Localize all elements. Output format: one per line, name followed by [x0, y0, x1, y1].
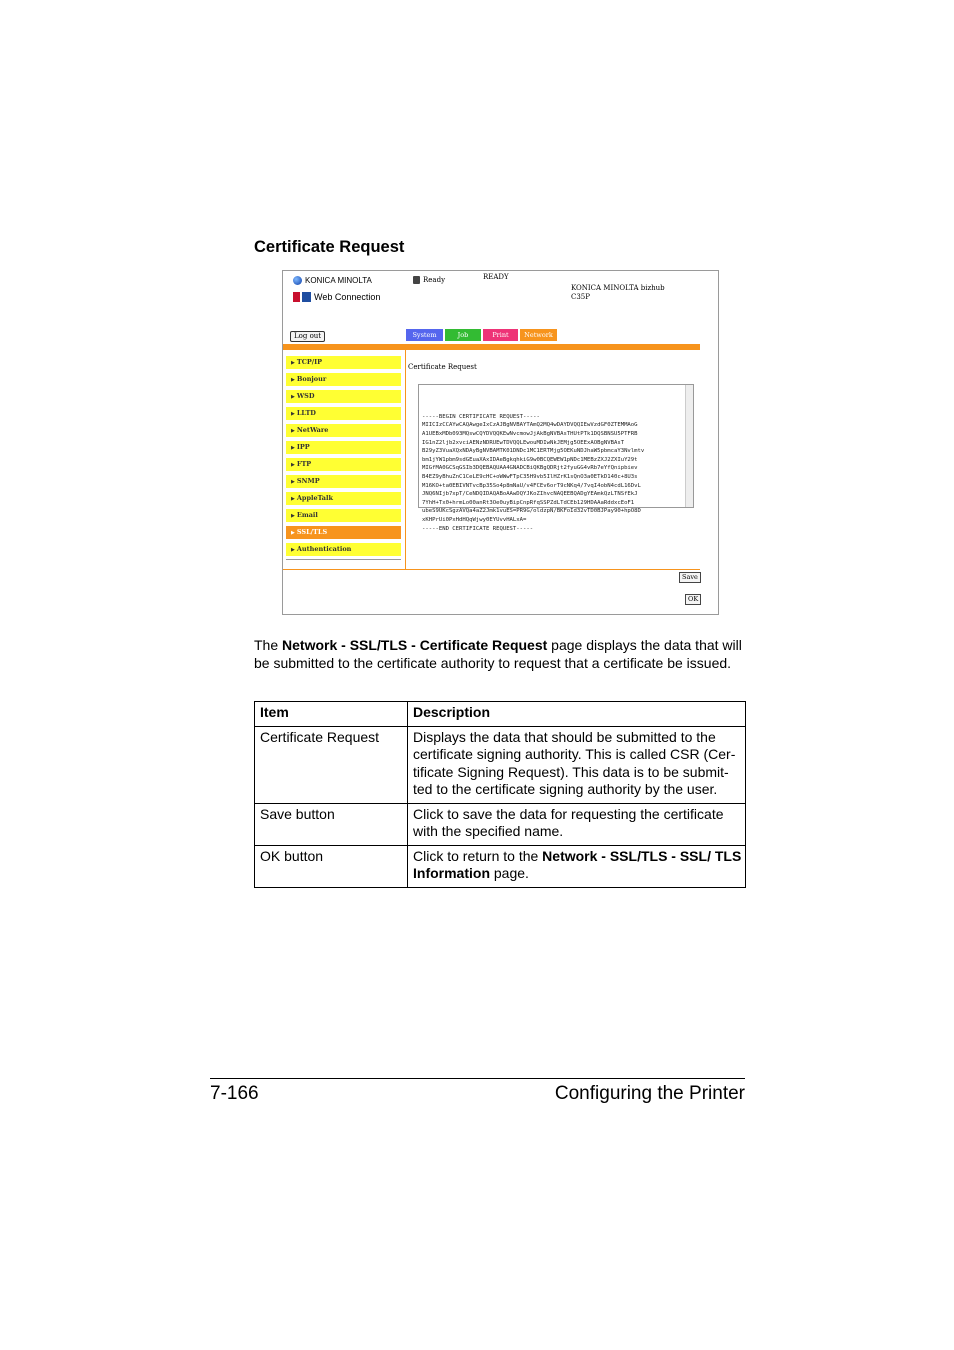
csr-textarea[interactable] — [418, 384, 694, 532]
sidebar-item-label: NetWare — [296, 426, 329, 434]
intro-bold-path: Network - SSL/TLS - Certificate Request — [282, 637, 548, 653]
arrow-right-icon: ▶ — [291, 394, 295, 400]
csr-line: MIICIzCCAYwCAQAwgeIxCzAJBgNVBAYTAmQ2MQ4wDAYDVQQIEwVzdGF0ZTEMMAoG — [422, 422, 638, 429]
csr-line: B29yZ3VuaXQxNDAyBgNVBAMTK01DNDc1MC1ERTMjg5OEKuNDJhaW5pbmcaY3Nvlmtv — [422, 448, 645, 455]
arrow-right-icon: ▶ — [291, 411, 295, 417]
sidebar-item-appletalk[interactable] — [286, 492, 401, 505]
arrow-right-icon: ▶ — [291, 377, 295, 383]
printer-status-icon — [413, 276, 420, 284]
content-title: Certificate Request — [408, 363, 477, 371]
sidebar-item-label: Bonjour — [296, 375, 327, 383]
sidebar-item-label: LLTD — [296, 409, 316, 417]
header-description: Description — [408, 702, 746, 727]
row-item: OK button — [255, 845, 408, 887]
sidebar-item-tcp-ip[interactable] — [286, 356, 401, 369]
sidebar-item-label: SSL/TLS — [296, 528, 328, 536]
row-item: Certificate Request — [255, 726, 408, 803]
sidebar-item-ipp[interactable] — [286, 441, 401, 454]
arrow-right-icon: ▶ — [291, 360, 295, 366]
web-connection-logo — [293, 292, 380, 302]
status-label: Ready — [423, 276, 446, 284]
status-value: READY — [483, 273, 509, 281]
row-description: Displays the data that should be submitted to the certificate signing authority. This is called CSR (Cer-tificate Signing Request). This data is to be submit-ted to the certificate signing authority by the user. — [408, 726, 746, 803]
sidebar-item-authentication[interactable] — [286, 543, 401, 556]
sidebar-item-lltd[interactable] — [286, 407, 401, 420]
konica-minolta-logo — [293, 276, 372, 285]
csr-line: JNQ6NIjb7xpT/CeNDQIDAQABoAAwDQYJKoZIhvcNAQEEBQADgYEAmkQzLTNSfEkJ — [422, 491, 638, 498]
sidebar-item-snmp[interactable] — [286, 475, 401, 488]
item-description-table — [254, 701, 746, 888]
arrow-right-icon: ▶ — [291, 479, 295, 485]
brand-name: KONICA MINOLTA — [305, 276, 372, 285]
csr-line: B4EZ9yBhuZnC1CeLE9cHC+oWWwFTpC35H9vb5IlHZrK1sQnO3a0ETkD140c+8U3s — [422, 473, 638, 480]
table-row — [255, 845, 746, 887]
row-description: Click to save the data for requesting the certificate with the specified name. — [408, 803, 746, 845]
sidebar-item-label: AppleTalk — [296, 494, 333, 502]
tab-network[interactable]: Network — [520, 329, 557, 341]
sidebar-item-label: TCP/IP — [296, 358, 323, 366]
csr-line: 7YhH+Tx0+hrmLo00anRt3Oe0uyBipCnpRfqSSPZdLTdCEb129HDAAaRddxcEoF1 — [422, 499, 635, 506]
sidebar-item-ssl-tls[interactable] — [286, 526, 401, 539]
intro-paragraph — [254, 637, 746, 672]
page-number: 7-166 — [210, 1083, 259, 1104]
desc-text: Click to return to the — [413, 847, 543, 864]
menu-divider — [286, 559, 401, 560]
csr-line: -----BEGIN CERTIFICATE REQUEST----- — [422, 413, 540, 420]
save-button[interactable]: Save — [679, 572, 701, 583]
desc-bold-path: Network - SSL/TLS - SSL/ TLS Information — [413, 847, 742, 881]
logout-button[interactable]: Log out — [290, 331, 325, 342]
chapter-title: Configuring the Printer — [554, 1083, 745, 1104]
ok-button[interactable]: OK — [685, 594, 701, 605]
sidebar-item-ftp[interactable] — [286, 458, 401, 471]
csr-line: IG1nZ2ljb2xvciAENzNDRUEwTDVQQLEwouMDIwNkJEMjg5OEExAOBgNVBAsT — [422, 439, 625, 446]
intro-text-end: page displays the data that will be submitted to the certificate authority to request that a certificate be issued. — [254, 637, 742, 671]
sidebar-divider — [405, 350, 406, 569]
sidebar-item-netware[interactable] — [286, 424, 401, 437]
footer-rule — [210, 1078, 745, 1079]
textarea-scrollbar[interactable] — [685, 385, 693, 507]
pagescope-icon — [293, 292, 311, 302]
row-description — [408, 845, 746, 887]
row-item: Save button — [255, 803, 408, 845]
sidebar-item-bonjour[interactable] — [286, 373, 401, 386]
sidebar-item-email[interactable] — [286, 509, 401, 522]
csr-line: MIGfMA0GCSqGSIb3DQEBAQUAA4GNADCBiQKBgQDRjt2fyuGG4vRb7eYfQnipbiev — [422, 465, 638, 472]
model-line-2: C35P — [571, 293, 590, 301]
tab-print[interactable]: Print — [483, 329, 518, 341]
sidebar-item-label: FTP — [296, 460, 312, 468]
csr-line: ubeS9UKcSgzAVQa4aZ2Jmk1vuES=PR9G/oldzpN/BKFoId32vTD0BJPay90+hpO8D — [422, 508, 641, 515]
globe-icon — [293, 276, 302, 285]
csr-line: bm1jYW1pbm9sdGEuaXAxIDAeBgkqhkiG9w0BCQEWEW1pNDc1MEBzZXJ2ZXIuY29t — [422, 456, 638, 463]
csr-line: -----END CERTIFICATE REQUEST----- — [422, 525, 534, 532]
arrow-right-icon: ▶ — [291, 496, 295, 502]
csr-line: xKHPrUi0PxHdHQqWjwy0EYUvvHALxA= — [422, 516, 527, 523]
intro-text: The — [254, 637, 283, 653]
table-row — [255, 726, 746, 803]
product-name: Web Connection — [314, 292, 381, 302]
web-connection-screenshot — [282, 270, 719, 615]
header-item: Item — [255, 702, 408, 727]
arrow-right-icon: ▶ — [291, 530, 295, 536]
arrow-right-icon: ▶ — [291, 513, 295, 519]
header-bar — [283, 344, 700, 350]
table-row — [255, 803, 746, 845]
sidebar-item-label: Email — [296, 511, 318, 519]
desc-text-end: page. — [490, 865, 529, 881]
sidebar-item-label: IPP — [296, 443, 310, 451]
section-title: Certificate Request — [254, 238, 405, 256]
sidebar-item-label: SNMP — [296, 477, 320, 485]
tab-system[interactable]: System — [406, 329, 443, 341]
footer-divider — [283, 569, 700, 570]
tab-job[interactable]: Job — [445, 329, 481, 341]
sidebar-item-label: WSD — [296, 392, 315, 400]
model-line-1: KONICA MINOLTA bizhub — [571, 284, 665, 292]
sidebar-item-wsd[interactable] — [286, 390, 401, 403]
csr-line: M16KO+ta0EBIVNTvcBp35So4p8mNaU/v4FCEv6orT9cNKq4/7vqI4obN4cdL16DvL — [422, 482, 641, 489]
table-header-row — [255, 702, 746, 727]
model-name — [571, 284, 665, 302]
arrow-right-icon: ▶ — [291, 445, 295, 451]
arrow-right-icon: ▶ — [291, 547, 295, 553]
csr-line: A1UEBxMDb093MQswCQYDVQQKEwNvcmowJjAkBgNVBAsTHUtPTk1DQSBNSU5PTFRB — [422, 430, 638, 437]
arrow-right-icon: ▶ — [291, 428, 295, 434]
arrow-right-icon: ▶ — [291, 462, 295, 468]
sidebar-item-label: Authentication — [296, 545, 352, 553]
